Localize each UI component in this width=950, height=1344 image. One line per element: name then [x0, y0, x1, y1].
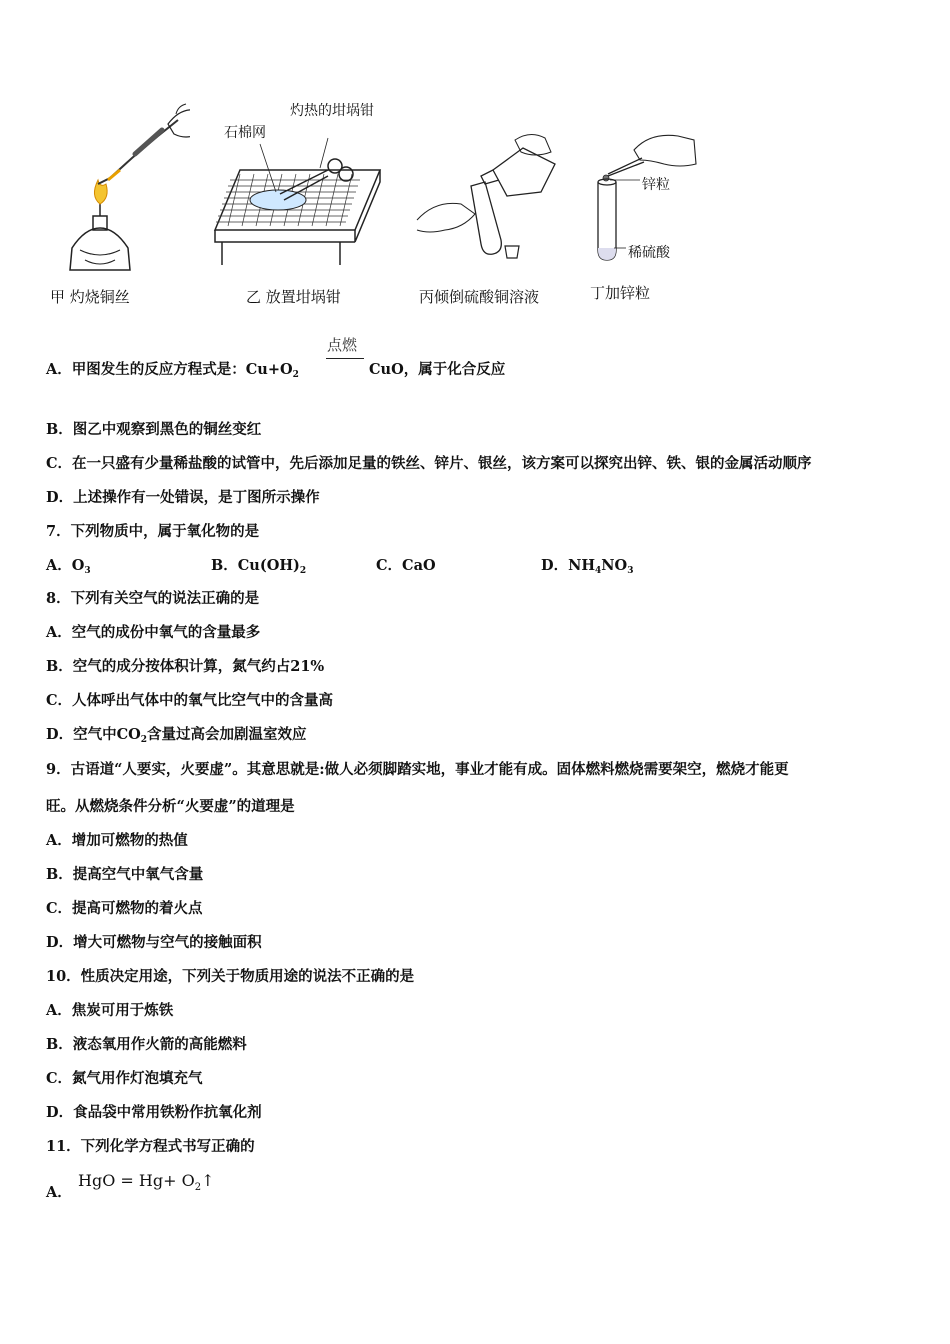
q7-d-mid: NO — [601, 557, 628, 574]
q9-stem-line-1: 9．古语道“人要实，火要虚”。其意思就是:做人必须脚踏实地，事业才能有成。固体燃料燃烧需要架空，燃烧才能更 — [46, 761, 789, 778]
q9-stem-line-2: 旺。从燃烧条件分析“火要虚”的道理是 — [46, 798, 295, 815]
q8-stem: 8．下列有关空气的说法正确的是 — [46, 590, 260, 607]
q6-option-b: B．图乙中观察到黑色的铜丝变红 — [46, 421, 262, 438]
q11-option-a-label: A． — [46, 1184, 72, 1201]
q11-a-eq-main: HgO = Hg+ O — [78, 1171, 195, 1190]
figure-jia — [40, 100, 190, 310]
q8-d-subscript: 2 — [140, 735, 148, 745]
q8-option-c: C．人体呼出气体中的氧气比空气中的含量高 — [46, 692, 334, 709]
q7-stem: 7．下列物质中，属于氧化物的是 — [46, 523, 260, 540]
q6-option-d: D．上述操作有一处错误，是丁图所示操作 — [46, 489, 320, 506]
figure-bing — [415, 130, 565, 310]
q7-option-c: C．CaO — [376, 557, 436, 574]
experiment-figures — [40, 100, 720, 315]
q8-option-b: B．空气的成分按体积计算，氮气约占21% — [46, 658, 325, 675]
q7-a-subscript: 3 — [84, 566, 91, 576]
q10-option-d: D．食品袋中常用铁粉作抗氧化剂 — [46, 1104, 262, 1121]
q10-option-a: A．焦炭可用于炼铁 — [46, 1002, 174, 1019]
q7-b-text: B．Cu(OH) — [211, 557, 300, 574]
q7-b-subscript: 2 — [299, 566, 307, 576]
q7-option-d — [541, 556, 633, 581]
caption-ding: 丁加锌粒 — [590, 284, 651, 302]
q7-d-text: D．NH — [541, 557, 596, 574]
q6-a-prefix: A．甲图发生的反应方程式是：Cu+O — [46, 361, 293, 378]
q6-a-subscript: 2 — [292, 370, 299, 380]
q10-option-b: B．液态氧用作火箭的高能燃料 — [46, 1036, 247, 1053]
q9-option-b: B．提高空气中氧气含量 — [46, 866, 204, 883]
q8-option-d — [46, 725, 307, 750]
reaction-equals-line — [326, 358, 364, 359]
figure-ding — [590, 130, 730, 310]
caption-yi: 乙 放置坩埚钳 — [246, 288, 341, 306]
label-hot-tongs: 灼热的坩埚钳 — [290, 103, 374, 119]
q8-d-suffix: 含量过高会加剧温室效应 — [147, 726, 307, 743]
q6-option-c: C．在一只盛有少量稀盐酸的试管中，先后添加足量的铁丝、锌片、银丝，该方案可以探究出锌、铁、银的金属活动顺序 — [46, 455, 812, 472]
caption-bing: 丙倾倒硫酸铜溶液 — [419, 288, 540, 306]
q10-option-c: C．氮气用作灯泡填充气 — [46, 1070, 203, 1087]
q9-option-d: D．增大可燃物与空气的接触面积 — [46, 934, 262, 951]
label-asbestos-gauze: 石棉网 — [224, 125, 266, 141]
q8-option-a: A．空气的成份中氧气的含量最多 — [46, 624, 261, 641]
caption-jia: 甲 灼烧铜丝 — [50, 288, 130, 306]
alcohol-lamp-copper-wire-drawing — [40, 100, 190, 280]
q7-d-subscript-2: 3 — [627, 566, 634, 576]
reaction-condition-ignite: 点燃 — [327, 336, 358, 354]
pouring-solution-drawing — [415, 130, 565, 270]
q9-option-a: A．增加可燃物的热值 — [46, 832, 188, 849]
figure-yi — [210, 103, 410, 310]
q8-d-prefix: D．空气中CO — [46, 726, 141, 743]
q6-option-a — [46, 360, 299, 385]
q7-a-text: A．O — [46, 557, 85, 574]
q7-option-b — [211, 556, 306, 581]
q11-stem: 11．下列化学方程式书写正确的 — [46, 1138, 255, 1155]
q11-a-eq-subscript: 2 — [194, 1182, 202, 1193]
gauze-tongs-drawing — [210, 130, 390, 270]
label-zinc-granule: 锌粒 — [642, 177, 670, 193]
q11-option-a-equation — [78, 1171, 214, 1193]
q6-a-suffix: CuO，属于化合反应 — [369, 361, 506, 378]
q9-option-c: C．提高可燃物的着火点 — [46, 900, 203, 917]
q7-d-subscript-1: 4 — [595, 566, 602, 576]
q7-option-a — [46, 556, 91, 581]
gas-arrow-icon: ↑ — [201, 1171, 215, 1190]
label-dilute-sulfuric-acid: 稀硫酸 — [628, 245, 670, 261]
q10-stem: 10．性质决定用途，下列关于物质用途的说法不正确的是 — [46, 968, 415, 985]
